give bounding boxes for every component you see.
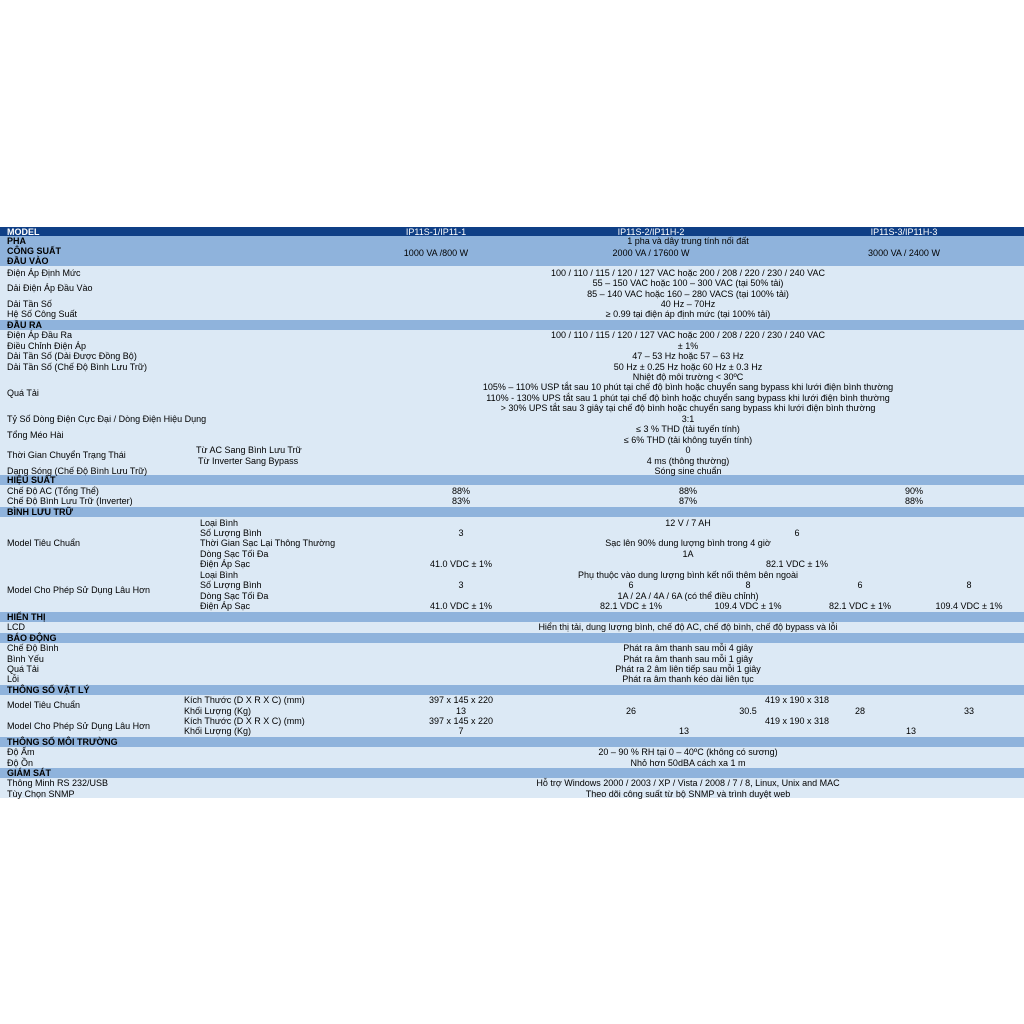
physical-std-dimension-col1: 397 x 145 x 220 [428,695,494,705]
physical-long-weight-3: 13 [905,726,917,736]
capacity-label: CÔNG SUẤT [7,246,61,256]
input-frequency-label: Dải Tần Số [7,299,52,309]
physical-long-weight-1: 7 [458,726,464,736]
thd-line1: ≤ 3 % THD (tải tuyến tính) [636,424,740,434]
physical-long-weight-label: Khối Lượng (Kg) [184,726,251,736]
long-battery-count-5: 8 [966,580,972,590]
long-charge-voltage-5: 109.4 VDC ± 1% [935,601,1003,611]
voltage-regulation-label: Điều Chỉnh Điện Áp [7,341,87,351]
efficiency-battery-col2: 87% [678,496,698,506]
model-col2-header: IP11S-2/IP11H-2 [617,227,685,237]
power-factor-label: Hệ Số Công Suất [7,309,78,319]
efficiency-battery-col1: 83% [451,496,471,506]
recharge-time-value: Sạc lên 90% dung lượng bình trong 4 giờ [605,538,771,548]
physical-long-dimension-label: Kích Thước (D X R X C) (mm) [184,716,305,726]
alarm-low-battery-label: Bình Yếu [7,654,44,664]
long-charge-voltage-1: 41.0 VDC ± 1% [430,601,492,611]
physical-long-model-label: Model Cho Phép Sử Dụng Lâu Hơn [7,721,151,731]
transfer-inverter-to-bypass-value: 4 ms (thông thường) [646,456,730,466]
physical-long-dimension-col1: 397 x 145 x 220 [428,716,494,726]
output-voltage-value: 100 / 110 / 115 / 120 / 127 VAC hoặc 200 / 208 / 220 / 230 / 240 VAC [550,330,826,340]
efficiency-ac-col1: 88% [451,486,471,496]
long-charge-current-label: Dòng Sạc Tối Đa [200,591,269,601]
overload-line2: 110% - 130% UPS tắt sau 1 phút tại chế độ bình hoặc chuyển sang bypass khi lưới điện bình thường [486,393,890,403]
overload-line1: 105% – 110% USP tắt sau 10 phút tại chế độ bình hoặc chuyển sang bypass khi lưới điện bình thường [482,382,894,392]
output-title: ĐẦU RA [7,320,42,330]
input-frequency-value: 40 Hz – 70Hz [660,299,716,309]
long-battery-type-value: Phụ thuộc vào dung lượng bình kết nối thêm bên ngoài [577,570,799,580]
alarm-overload-label: Quá Tải [7,664,39,674]
crest-factor-label: Tỷ Số Dòng Điện Cực Đại / Dòng Điện Hiệu Dụng [7,414,207,424]
voltage-regulation-value: ± 1% [677,341,699,351]
charge-current-value: 1A [682,549,694,559]
long-charge-voltage-2: 82.1 VDC ± 1% [600,601,662,611]
overload-line3: > 30% UPS tắt sau 3 giây tại chế độ bình hoặc chuyển sang bypass khi lưới điện bình thường [500,403,876,413]
freq-sync-value: 47 – 53 Hz hoặc 57 – 63 Hz [632,351,744,361]
alarm-battery-label: Chế Độ Bình [7,643,59,653]
physical-std-weight-5: 33 [963,706,975,716]
charge-voltage-col23: 82.1 VDC ± 1% [766,559,828,569]
thd-line2: ≤ 6% THD (tải không tuyến tính) [623,435,753,445]
noise-label: Độ Ồn [7,758,34,768]
physical-long-weight-2: 13 [678,726,690,736]
recharge-time-label: Thời Gian Sạc Lại Thông Thường [200,538,336,548]
rated-voltage-value: 100 / 110 / 115 / 120 / 127 VAC hoặc 200 / 208 / 220 / 230 / 240 VAC [550,268,826,278]
input-voltage-range-line2: 85 – 140 VAC hoặc 160 – 280 VACS (tại 100% tải) [587,289,789,299]
charge-voltage-label: Điện Áp Sạc [200,559,251,569]
battery-type-label: Loại Bình [200,518,239,528]
long-charge-voltage-4: 82.1 VDC ± 1% [829,601,891,611]
efficiency-ac-col3: 90% [904,486,924,496]
overload-temperature: Nhiệt độ môi trường < 30ºC [632,372,744,382]
alarm-battery-value: Phát ra âm thanh sau mỗi 4 giây [623,643,753,653]
phase-value: 1 pha và dây trung tính nối đất [627,236,749,246]
alarm-title: BÁO ĐỘNG [7,633,57,643]
phase-label: PHA [7,236,27,246]
battery-band [0,507,1024,517]
physical-std-weight-4: 28 [854,706,866,716]
physical-std-weight-2: 26 [625,706,637,716]
efficiency-ac-col2: 88% [678,486,698,496]
transfer-inverter-to-bypass-label: Từ Inverter Sang Bypass [198,456,299,466]
long-charge-current-value: 1A / 2A / 4A / 6A (có thể điều chỉnh) [617,591,759,601]
battery-count-col23: 6 [794,528,800,538]
alarm-fault-value: Phát ra âm thanh kéo dài liên tục [622,674,754,684]
spec-sheet [0,227,1024,798]
alarm-overload-value: Phát ra 2 âm liên tiếp sau mỗi 1 giây [615,664,761,674]
model-col3-header: IP11S-3/IP11H-3 [870,227,938,237]
rs232-value: Hỗ trợ Windows 2000 / 2003 / XP / Vista / 2008 / 7 / 8, Linux, Unix and MAC [536,778,840,788]
transfer-ac-to-battery-label: Từ AC Sang Bình Lưu Trữ [196,445,302,455]
long-battery-type-label: Loại Bình [200,570,239,580]
environment-band [0,737,1024,747]
long-battery-count-1: 3 [458,580,464,590]
output-band [0,320,1024,330]
capacity-col1: 1000 VA /800 W [403,248,469,258]
long-battery-count-label: Số Lượng Bình [200,580,262,590]
long-battery-count-2: 6 [628,580,634,590]
humidity-value: 20 – 90 % RH tại 0 – 40ºC (không có sương) [598,747,778,757]
battery-long-model-label: Model Cho Phép Sử Dụng Lâu Hơn [7,585,151,595]
efficiency-title: HIỆU SUẤT [7,475,56,485]
battery-count-label: Số Lượng Bình [200,528,262,538]
physical-std-weight-1: 13 [455,706,467,716]
physical-std-dimension-label: Kích Thước (D X R X C) (mm) [184,695,305,705]
model-col1-header: IP11S-1/IP11-1 [405,227,467,237]
efficiency-battery-label: Chế Độ Bình Lưu Trữ (Inverter) [7,496,133,506]
waveform-value: Sóng sine chuẩn [654,466,722,476]
waveform-label: Dạng Sóng (Chế Độ Bình Lưu Trữ) [7,466,148,476]
monitoring-title: GIÁM SÁT [7,768,51,778]
alarm-low-battery-value: Phát ra âm thanh sau mỗi 1 giây [623,654,753,664]
rs232-label: Thông Minh RS 232/USB [7,778,109,788]
input-title: ĐẦU VÀO [7,256,49,266]
long-battery-count-4: 6 [857,580,863,590]
noise-value: Nhỏ hơn 50dBA cách xa 1 m [630,758,746,768]
physical-long-dimension-col23: 419 x 190 x 318 [764,716,830,726]
transfer-ac-to-battery-value: 0 [685,445,691,455]
model-header: MODEL [7,227,40,237]
long-charge-voltage-3: 109.4 VDC ± 1% [714,601,782,611]
physical-std-weight-3: 30.5 [739,706,757,716]
freq-battery-label: Dải Tần Số (Chế Độ Bình Lưu Trữ) [7,362,147,372]
power-factor-value: ≥ 0.99 tại điện áp định mức (tại 100% tải) [605,309,771,319]
charge-current-label: Dòng Sạc Tối Đa [200,549,269,559]
humidity-label: Độ Ẩm [7,747,35,757]
display-band [0,612,1024,622]
physical-std-weight-label: Khối Lượng (Kg) [184,706,251,716]
battery-type-value: 12 V / 7 AH [665,518,711,528]
freq-sync-label: Dải Tần Số (Dải Được Đồng Bộ) [7,351,137,361]
snmp-label: Tùy Chọn SNMP [7,789,75,799]
input-voltage-range-line1: 55 – 150 VAC hoặc 100 – 300 VAC (tại 50% tải) [592,278,784,288]
lcd-value: Hiển thị tải, dung lượng bình, chế độ AC, chế độ bình, chế độ bypass và lỗi [538,622,838,632]
alarm-band [0,633,1024,643]
efficiency-ac-label: Chế Độ AC (Tổng Thể) [7,486,99,496]
alarm-fault-label: Lỗi [7,674,20,684]
charge-voltage-col1: 41.0 VDC ± 1% [430,559,492,569]
battery-title: BÌNH LƯU TRỮ [7,507,73,517]
physical-standard-model-label: Model Tiêu Chuẩn [7,700,81,710]
battery-count-col1: 3 [458,528,464,538]
battery-standard-model-label: Model Tiêu Chuẩn [7,538,81,548]
physical-title: THÔNG SỐ VẬT LÝ [7,685,90,695]
transfer-time-label: Thời Gian Chuyển Trạng Thái [7,450,126,460]
display-title: HIỂN THỊ [7,612,46,622]
efficiency-battery-col3: 88% [904,496,924,506]
physical-std-dimension-col23: 419 x 190 x 318 [764,695,830,705]
capacity-col3: 3000 VA / 2400 W [868,248,940,258]
output-voltage-label: Điện Áp Đầu Ra [7,330,73,340]
rated-voltage-label: Điện Áp Định Mức [7,268,81,278]
capacity-col2: 2000 VA / 17600 W [612,248,690,258]
overload-label: Quá Tải [7,388,39,398]
long-battery-count-3: 8 [745,580,751,590]
crest-factor-value: 3:1 [681,414,695,424]
environment-title: THÔNG SỐ MÔI TRƯỜNG [7,737,118,747]
long-charge-voltage-label: Điện Áp Sạc [200,601,251,611]
thd-label: Tổng Méo Hài [7,430,64,440]
freq-battery-value: 50 Hz ± 0.25 Hz hoặc 60 Hz ± 0.3 Hz [613,362,763,372]
lcd-label: LCD [7,622,26,632]
input-voltage-range-label: Dải Điện Áp Đầu Vào [7,283,93,293]
monitoring-band [0,768,1024,778]
snmp-value: Theo dõi công suất từ bộ SNMP và trình duyệt web [585,789,791,799]
physical-band [0,685,1024,695]
efficiency-band [0,475,1024,485]
